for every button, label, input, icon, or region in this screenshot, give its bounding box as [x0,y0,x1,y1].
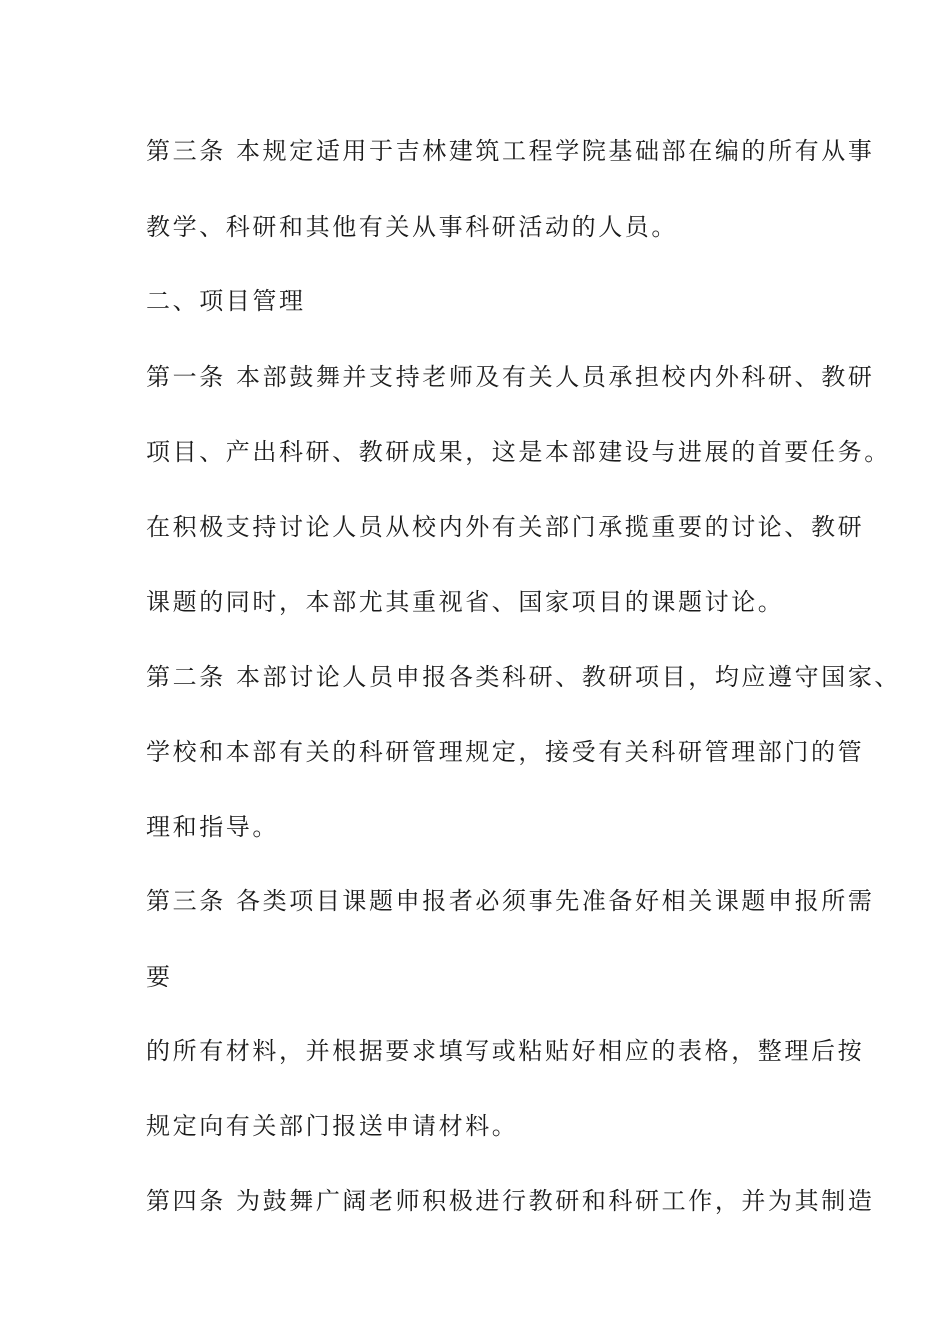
text-line: 教学、科研和其他有关从事科研活动的人员。 [146,213,678,241]
text-line: 的所有材料，并根据要求填写或粘贴好相应的表格，整理后按 [146,1037,865,1065]
text-line: 第一条 本部鼓舞并支持老师及有关人员承担校内外科研、教研 [146,363,875,391]
text-line: 要 [146,963,173,991]
text-line: 第四条 为鼓舞广阔老师积极进行教研和科研工作，并为其制造 [146,1187,875,1215]
text-line: 规定向有关部门报送申请材料。 [146,1112,519,1140]
text-line: 第二条 本部讨论人员申报各类科研、教研项目，均应遵守国家、 [146,663,902,691]
text-line: 在积极支持讨论人员从校内外有关部门承揽重要的讨论、教研 [146,513,865,541]
text-line: 学校和本部有关的科研管理规定，接受有关科研管理部门的管 [146,738,865,766]
section-heading: 二、项目管理 [146,287,306,315]
text-line: 第三条 本规定适用于吉林建筑工程学院基础部在编的所有从事 [146,137,875,165]
text-line: 课题的同时，本部尤其重视省、国家项目的课题讨论。 [146,588,785,616]
text-line: 项目、产出科研、教研成果，这是本部建设与进展的首要任务。 [146,438,891,466]
text-line: 理和指导。 [146,813,279,841]
text-line: 第三条 各类项目课题申报者必须事先准备好相关课题申报所需 [146,887,875,915]
